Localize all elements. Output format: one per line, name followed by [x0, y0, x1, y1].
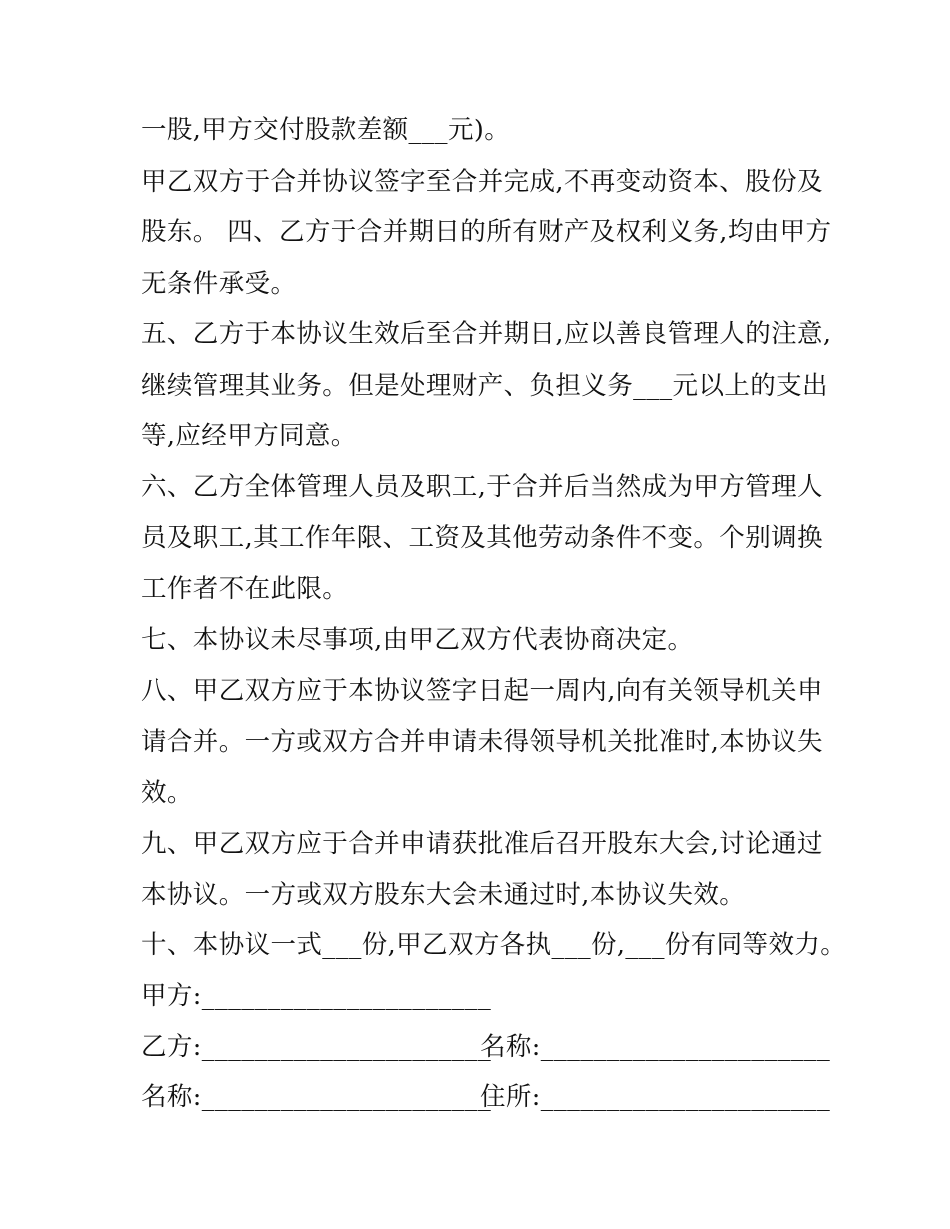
party-a-signature-line: 甲方:______________________ — [141, 981, 492, 1011]
text-line: 九、甲乙双方应于合并申请获批准后召开股东大会,讨论通过 — [141, 829, 823, 859]
text-line: 七、本协议未尽事项,由甲乙双方代表协商决定。 — [141, 625, 694, 655]
text-line: 等,应经甲方同意。 — [141, 421, 357, 451]
text-line: 五、乙方于本协议生效后至合并期日,应以善良管理人的注意, — [141, 319, 832, 349]
text-line: 员及职工,其工作年限、工资及其他劳动条件不变。个别调换 — [141, 523, 823, 553]
text-line: 八、甲乙双方应于本协议签字日起一周内,向有关领导机关申 — [141, 676, 823, 706]
address-field: 住所:______________________ — [480, 1082, 831, 1112]
text-line: 股东。 四、乙方于合并期日的所有财产及权利义务,均由甲方 — [141, 217, 832, 247]
text-line: 继续管理其业务。但是处理财产、负担义务___元以上的支出 — [141, 371, 828, 401]
text-line: 工作者不在此限。 — [141, 574, 349, 604]
text-line: 无条件承受。 — [141, 269, 297, 299]
name-field-right: 名称:______________________ — [480, 1032, 831, 1062]
text-line: 请合并。一方或双方合并申请未得领导机关批准时,本协议失 — [141, 727, 823, 757]
text-line: 六、乙方全体管理人员及职工,于合并后当然成为甲方管理人 — [141, 472, 823, 502]
text-line: 甲乙双方于合并协议签字至合并完成,不再变动资本、股份及 — [141, 167, 823, 197]
text-line: 十、本协议一式___份,甲乙双方各执___份,___份有同等效力。 — [141, 930, 847, 960]
text-line: 本协议。一方或双方股东大会未通过时,本协议失效。 — [141, 880, 746, 910]
name-field-left: 名称:______________________ — [141, 1082, 492, 1112]
text-line: 一股,甲方交付股款差额___元)。 — [141, 115, 511, 145]
party-b-signature-line: 乙方:______________________ — [141, 1032, 492, 1062]
text-line: 效。 — [141, 778, 193, 808]
